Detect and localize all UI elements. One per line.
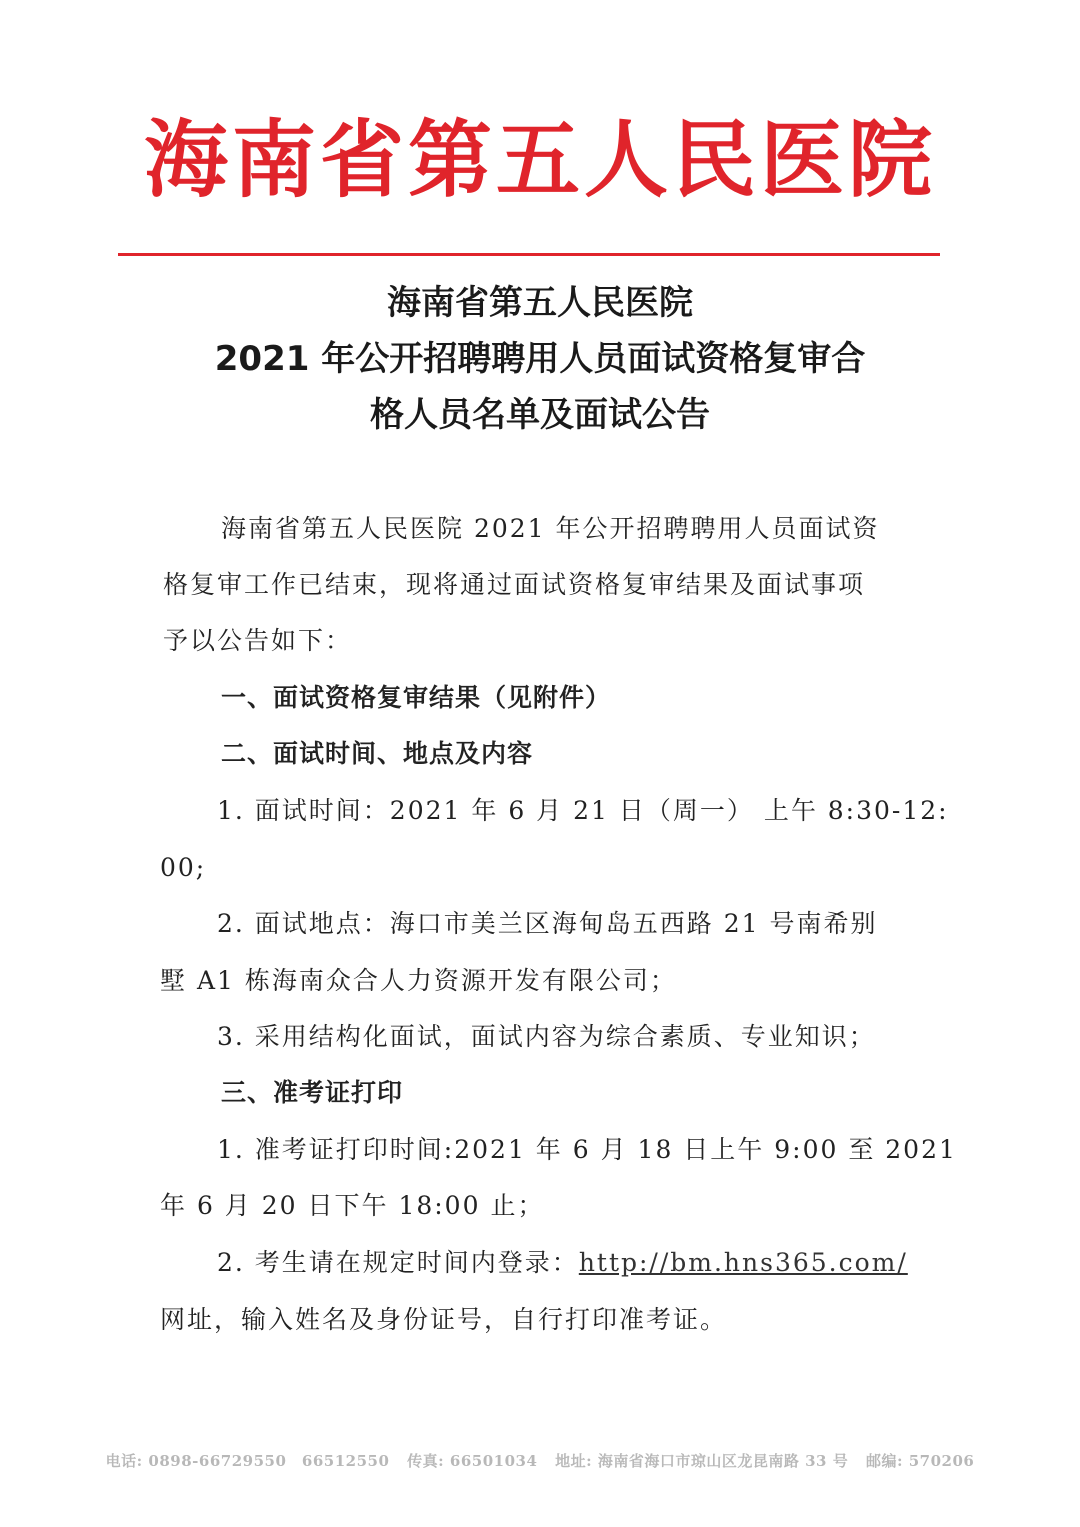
registration-website-link[interactable]: http://bm.hns365.com/ [578,1248,908,1277]
section-heading-3: 三、准考证打印 [221,1078,404,1107]
section-heading-2: 二、面试时间、地点及内容 [221,739,534,768]
letterhead-footer [0,1450,1080,1471]
interview-time-line-1: 1. 面试时间：2021 年 6 月 21 日（周一） 上午 8:30-12: [217,796,949,825]
document-title-line-2: 2021 年公开招聘聘用人员面试资格复审合 [214,339,866,379]
footer-phone: 电话: 0898-66729550 66512550 [105,1452,390,1470]
admission-print-time-line-1: 1. 准考证打印时间:2021 年 6 月 18 日上午 9:00 至 2021 [217,1135,957,1164]
intro-paragraph-line-3: 予以公告如下： [163,626,353,655]
footer-address: 地址: 海南省海口市琼山区龙昆南路 33 号 [555,1452,849,1470]
document-title-line-3: 格人员名单及面试公告 [370,395,710,435]
admission-print-time-line-2: 年 6 月 20 日下午 18:00 止； [160,1191,545,1220]
interview-location-line-1: 2. 面试地点：海口市美兰区海甸岛五西路 21 号南希别 [217,909,878,938]
interview-location-line-2: 墅 A1 栋海南众合人力资源开发有限公司； [160,966,677,995]
login-instruction-line-2: 网址，输入姓名及身份证号，自行打印准考证。 [160,1305,728,1334]
letterhead-hospital-name: 海南省第五人民医院 [143,111,936,209]
letterhead-divider [118,253,940,256]
intro-paragraph-line-1: 海南省第五人民医院 2021 年公开招聘聘用人员面试资 [221,514,880,543]
footer-fax: 传真: 66501034 [407,1452,538,1470]
intro-paragraph-line-2: 格复审工作已结束，现将通过面试资格复审结果及面试事项 [163,570,866,599]
login-instruction-line-1 [217,1243,908,1283]
footer-postcode: 邮编: 570206 [865,1452,975,1470]
document-title-line-1: 海南省第五人民医院 [387,283,693,323]
login-instruction-prefix: 2. 考生请在规定时间内登录： [217,1248,579,1277]
section-heading-1: 一、面试资格复审结果（见附件） [221,683,612,712]
interview-content-line: 3. 采用结构化面试，面试内容为综合素质、专业知识； [217,1022,876,1051]
interview-time-line-2: 00; [160,853,207,882]
